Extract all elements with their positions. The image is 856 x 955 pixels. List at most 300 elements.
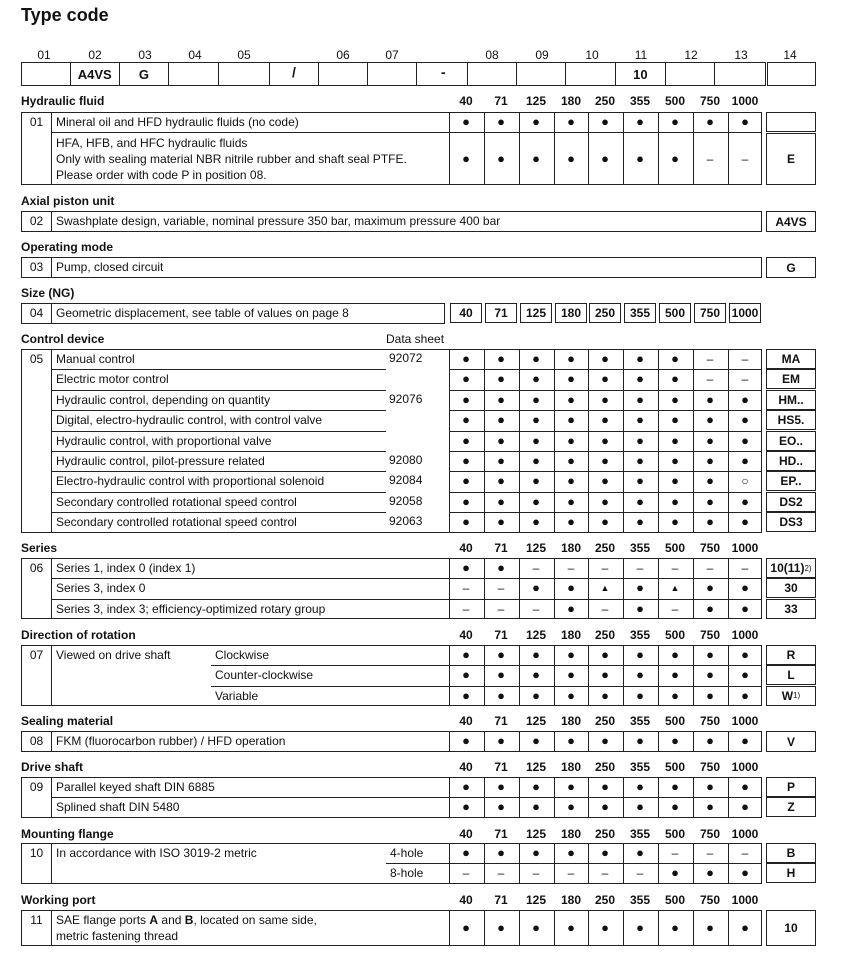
availability-mark: ● xyxy=(462,493,470,509)
nominal-size-header: 125 xyxy=(525,827,547,841)
availability-mark: ▲ xyxy=(670,583,680,594)
position-code-number: 10 xyxy=(22,844,52,883)
availability-mark: ● xyxy=(601,412,609,428)
availability-mark: ● xyxy=(636,391,644,407)
nominal-size-header: 180 xyxy=(560,628,582,642)
availability-mark: ● xyxy=(706,514,714,530)
order-code: HM.. xyxy=(778,392,804,407)
column-divider xyxy=(519,910,520,946)
column-divider xyxy=(519,112,520,185)
availability-mark: ● xyxy=(706,114,714,129)
availability-mark: – xyxy=(601,866,609,881)
availability-mark: ● xyxy=(741,580,749,596)
availability-mark: ● xyxy=(706,432,714,448)
nominal-size-header: 750 xyxy=(699,628,721,642)
order-code: 33 xyxy=(784,601,798,616)
availability-mark: – xyxy=(741,846,749,860)
availability-mark: ● xyxy=(671,114,679,129)
availability-mark: – xyxy=(741,352,749,366)
availability-mark: ● xyxy=(636,151,644,166)
nominal-size-header: 125 xyxy=(525,541,547,555)
availability-mark: ● xyxy=(671,351,679,366)
page-title: Type code xyxy=(21,5,109,25)
order-code-box xyxy=(766,211,816,232)
datasheet-number: 92072 xyxy=(389,351,423,365)
type-code-box-a-cell: G xyxy=(120,63,170,85)
working-port-text: and xyxy=(158,913,185,927)
section-title-series: Series xyxy=(21,541,58,555)
availability-mark: ● xyxy=(532,432,540,448)
availability-mark: ● xyxy=(567,432,575,448)
availability-mark: ● xyxy=(671,453,679,468)
availability-mark: ● xyxy=(497,799,505,815)
column-divider xyxy=(658,349,659,533)
row-divider xyxy=(51,492,386,493)
nominal-size-header: 40 xyxy=(459,628,473,642)
row-divider xyxy=(51,512,386,513)
availability-mark: ● xyxy=(497,667,505,683)
availability-mark: ● xyxy=(567,371,575,387)
type-code-box-c-cell xyxy=(468,63,517,85)
availability-mark: – xyxy=(741,372,749,387)
column-divider xyxy=(554,349,555,533)
availability-mark: ● xyxy=(532,453,540,468)
availability-mark: – xyxy=(671,601,679,616)
column-divider xyxy=(658,910,659,946)
type-code-box-b xyxy=(269,62,467,86)
position-number-01: 01 xyxy=(37,48,51,62)
mounting-flange-hole-label: 4-hole xyxy=(390,846,424,860)
footnote-ref: 1) xyxy=(793,691,801,701)
control-device-row: Secondary controlled rotational speed control xyxy=(56,515,297,530)
nominal-size-header: 750 xyxy=(699,94,721,108)
availability-mark: ● xyxy=(741,453,749,468)
working-port-text: SAE flange ports xyxy=(56,913,150,927)
position-code-number: 02 xyxy=(22,212,52,231)
row-divider xyxy=(51,431,386,432)
availability-mark: ● xyxy=(636,920,644,935)
availability-mark: – xyxy=(497,866,505,881)
series-row: Series 3, index 3; efficiency-optimized rotary group xyxy=(56,601,326,616)
availability-mark: ● xyxy=(462,667,470,683)
position-code-number: 01 xyxy=(22,113,52,184)
availability-mark: ● xyxy=(671,493,679,509)
datasheet-number: 92063 xyxy=(389,514,423,529)
control-device-row: Secondary controlled rotational speed control xyxy=(56,494,297,509)
nominal-size-header: 250 xyxy=(594,94,616,108)
availability-mark: ● xyxy=(567,114,575,129)
availability-mark: ● xyxy=(706,412,714,428)
datasheet-number: 92076 xyxy=(389,391,423,406)
availability-mark: ● xyxy=(706,580,714,596)
availability-mark: ● xyxy=(497,687,505,703)
availability-mark: ● xyxy=(741,667,749,683)
operating-mode-text: Pump, closed circuit xyxy=(56,260,164,274)
nominal-size-header: 71 xyxy=(494,94,508,108)
nominal-size-header: 750 xyxy=(699,760,721,774)
availability-mark: ● xyxy=(497,114,505,129)
availability-mark: ● xyxy=(497,920,505,935)
nominal-size-header: 40 xyxy=(459,827,473,841)
availability-mark: ● xyxy=(532,412,540,428)
column-divider xyxy=(484,558,485,619)
column-divider xyxy=(449,645,450,706)
position-code-number: 07 xyxy=(22,646,52,705)
row-divider xyxy=(51,599,762,600)
nominal-size-header: 750 xyxy=(699,541,721,555)
column-divider xyxy=(554,558,555,619)
hydraulic-fluid-line: Only with sealing material NBR nitrile rubber and shaft seal PTFE. xyxy=(56,152,407,166)
column-divider xyxy=(693,349,694,533)
nominal-size-header: 40 xyxy=(459,94,473,108)
availability-mark: ● xyxy=(671,647,679,662)
position-code-number: 06 xyxy=(22,559,52,618)
column-divider xyxy=(728,731,729,752)
availability-mark: ● xyxy=(601,493,609,509)
nominal-size-header: 500 xyxy=(664,714,686,728)
size-code-box: 355 xyxy=(624,303,656,323)
availability-mark: ● xyxy=(462,151,470,166)
nominal-size-header: 180 xyxy=(560,714,582,728)
nominal-size-header: 355 xyxy=(629,827,651,841)
column-divider xyxy=(728,910,729,946)
column-divider xyxy=(484,645,485,706)
availability-mark: ● xyxy=(532,845,540,860)
type-code-box-c xyxy=(467,62,766,86)
order-code: E xyxy=(786,152,795,166)
section-title-size: Size (NG) xyxy=(21,286,75,300)
availability-mark: ● xyxy=(741,432,749,448)
row-divider xyxy=(386,863,762,864)
column-divider xyxy=(658,731,659,752)
mounting-flange-hole-label: 8-hole xyxy=(390,866,424,881)
availability-mark: ● xyxy=(462,432,470,448)
position-code-number: 04 xyxy=(22,304,52,323)
column-divider xyxy=(554,112,555,185)
size-code-box: 1000 xyxy=(729,303,761,323)
column-divider xyxy=(554,645,555,706)
availability-mark: ● xyxy=(671,371,679,387)
control-device-row: Hydraulic control, depending on quantity xyxy=(56,392,271,407)
availability-mark: ● xyxy=(636,733,644,748)
availability-mark: ● xyxy=(567,920,575,935)
availability-mark: ● xyxy=(636,779,644,794)
position-number-06: 06 xyxy=(336,48,350,62)
column-divider xyxy=(588,112,589,185)
availability-mark: ● xyxy=(532,647,540,662)
order-code-box xyxy=(766,665,816,685)
availability-mark: ● xyxy=(462,779,470,794)
column-divider xyxy=(554,910,555,946)
availability-mark: – xyxy=(462,866,470,881)
port-letter: A xyxy=(149,913,159,927)
availability-mark: ● xyxy=(567,733,575,748)
availability-mark: ● xyxy=(462,799,470,815)
availability-mark: ● xyxy=(532,779,540,794)
availability-mark: ● xyxy=(706,865,714,881)
availability-mark: ● xyxy=(671,412,679,428)
availability-mark: ● xyxy=(601,667,609,683)
availability-mark: ● xyxy=(741,412,749,428)
availability-mark: ● xyxy=(741,493,749,509)
row-divider xyxy=(449,390,762,391)
type-code-box-c-cell: 10 xyxy=(616,63,666,85)
availability-mark: ● xyxy=(636,845,644,860)
type-code-box-a-cell xyxy=(22,63,71,85)
section-title-sealing-material: Sealing material xyxy=(21,714,114,728)
availability-mark: ● xyxy=(671,687,679,703)
position-number-03: 03 xyxy=(138,48,152,62)
availability-mark: ● xyxy=(497,473,505,489)
nominal-size-header: 1000 xyxy=(731,541,759,555)
nominal-size-header: 71 xyxy=(494,760,508,774)
order-code-box xyxy=(766,390,816,410)
availability-mark: ● xyxy=(497,391,505,407)
row-divider xyxy=(449,410,762,411)
column-divider xyxy=(554,731,555,752)
availability-mark: – xyxy=(706,561,714,575)
nominal-size-header: 355 xyxy=(629,714,651,728)
order-code: EP.. xyxy=(780,474,802,489)
availability-mark: ● xyxy=(636,412,644,428)
order-code: B xyxy=(786,846,796,860)
order-code: V xyxy=(786,734,795,749)
row-divider xyxy=(449,431,762,432)
column-divider xyxy=(519,558,520,619)
nominal-size-header: 750 xyxy=(699,714,721,728)
axial-piston-unit-text: Swashplate design, variable, nominal pressure 350 bar, maximum pressure 400 bar xyxy=(56,214,501,228)
column-divider xyxy=(484,349,485,533)
column-divider xyxy=(484,112,485,185)
section-title-direction-of-rotation: Direction of rotation xyxy=(21,628,136,642)
order-code-box xyxy=(766,797,816,817)
column-divider xyxy=(588,558,589,619)
availability-mark: ● xyxy=(532,687,540,703)
availability-mark: – xyxy=(462,581,470,596)
row-divider xyxy=(51,451,386,452)
nominal-size-header: 180 xyxy=(560,827,582,841)
availability-mark: ● xyxy=(706,920,714,935)
nominal-size-header: 355 xyxy=(629,94,651,108)
nominal-size-header: 250 xyxy=(594,628,616,642)
row-divider xyxy=(51,369,386,370)
availability-mark: ● xyxy=(532,799,540,815)
availability-mark: ● xyxy=(567,412,575,428)
availability-mark: ● xyxy=(462,351,470,366)
hydraulic-fluid-line: HFA, HFB, and HFC hydraulic fluids xyxy=(56,136,248,150)
order-code: HD.. xyxy=(779,454,803,468)
nominal-size-header: 125 xyxy=(525,760,547,774)
availability-mark: ● xyxy=(741,514,749,530)
availability-mark: ● xyxy=(636,514,644,530)
availability-mark: ● xyxy=(636,647,644,662)
availability-mark: ● xyxy=(497,432,505,448)
footnote-ref: 2) xyxy=(804,563,812,573)
type-code-box-a-cell xyxy=(169,63,219,85)
order-code-box xyxy=(766,558,816,578)
datasheet-number: 92058 xyxy=(389,493,423,508)
column-divider xyxy=(693,731,694,752)
working-port-text: , located on same side, xyxy=(193,913,317,927)
availability-mark: ● xyxy=(497,412,505,428)
availability-mark: ● xyxy=(636,453,644,468)
drive-shaft-row: Splined shaft DIN 5480 xyxy=(56,800,180,815)
hydraulic-fluid-line: Please order with code P in position 08. xyxy=(56,168,267,182)
type-code-box-b-cell xyxy=(319,63,368,85)
size-code-box: 71 xyxy=(485,303,517,323)
column-divider xyxy=(588,731,589,752)
order-code: H xyxy=(786,866,796,881)
row-divider xyxy=(449,471,762,472)
control-device-row: Hydraulic control, pilot-pressure related xyxy=(56,454,265,468)
nominal-size-header: 40 xyxy=(459,760,473,774)
availability-mark: ● xyxy=(567,514,575,530)
order-code: HS5. xyxy=(777,413,805,428)
availability-mark: ● xyxy=(601,371,609,387)
availability-mark: ● xyxy=(462,391,470,407)
availability-mark: ● xyxy=(567,453,575,468)
availability-mark: ● xyxy=(636,687,644,703)
nominal-size-header: 250 xyxy=(594,760,616,774)
nominal-size-header: 180 xyxy=(560,541,582,555)
position-code-number: 08 xyxy=(22,732,52,751)
order-code: Z xyxy=(787,800,795,815)
availability-mark: ● xyxy=(636,473,644,489)
availability-mark: ● xyxy=(462,473,470,489)
separator-slash: / xyxy=(292,64,296,80)
order-code-box xyxy=(766,451,816,471)
availability-mark: ● xyxy=(601,845,609,860)
availability-mark: ● xyxy=(532,351,540,366)
availability-mark: – xyxy=(671,561,679,575)
availability-mark: ● xyxy=(462,920,470,935)
size-code-box: 750 xyxy=(694,303,726,323)
availability-mark: ▲ xyxy=(600,583,610,594)
control-device-row: Digital, electro-hydraulic control, with control valve xyxy=(56,413,323,428)
port-letter: B xyxy=(184,913,194,927)
direction-row: Counter-clockwise xyxy=(215,668,314,683)
nominal-size-header: 1000 xyxy=(731,628,759,642)
column-divider xyxy=(449,349,450,533)
nominal-size-header: 1000 xyxy=(731,760,759,774)
direction-label: Viewed on drive shaft xyxy=(56,648,171,662)
availability-mark: ● xyxy=(741,733,749,748)
order-code: A4VS xyxy=(775,214,807,229)
row-divider xyxy=(211,686,762,687)
availability-mark: ● xyxy=(567,845,575,860)
hydraulic-fluid-row: Mineral oil and HFD hydraulic fluids (no code) xyxy=(56,115,299,129)
availability-mark: ● xyxy=(532,391,540,407)
availability-mark: ● xyxy=(741,799,749,815)
availability-mark: – xyxy=(462,601,470,616)
availability-mark: ● xyxy=(636,371,644,387)
availability-mark: – xyxy=(532,561,540,575)
order-code-box xyxy=(766,512,816,532)
position-number-11: 11 xyxy=(634,48,648,62)
column-divider xyxy=(728,349,729,533)
working-port-line: metric fastening thread xyxy=(56,929,179,943)
type-code-box-a-cell xyxy=(219,63,269,85)
size-code-box: 500 xyxy=(659,303,691,323)
availability-mark: ● xyxy=(497,371,505,387)
order-code-box xyxy=(766,731,816,752)
availability-mark: ● xyxy=(706,453,714,468)
availability-mark: ● xyxy=(636,580,644,596)
nominal-size-header: 500 xyxy=(664,541,686,555)
availability-mark: ● xyxy=(497,351,505,366)
row-divider xyxy=(51,390,386,391)
order-code: P xyxy=(786,780,795,794)
nominal-size-header: 1000 xyxy=(731,714,759,728)
column-divider xyxy=(623,910,624,946)
availability-mark: ● xyxy=(567,667,575,683)
availability-mark: ● xyxy=(462,560,470,575)
availability-mark: ● xyxy=(671,391,679,407)
column-divider xyxy=(658,112,659,185)
position-number-07: 07 xyxy=(385,48,399,62)
row-divider xyxy=(449,451,762,452)
availability-mark: ● xyxy=(532,580,540,596)
availability-mark: – xyxy=(601,561,609,575)
availability-mark: ● xyxy=(741,647,749,662)
availability-mark: – xyxy=(601,601,609,616)
availability-mark: ● xyxy=(567,151,575,166)
column-divider xyxy=(693,112,694,185)
availability-mark: ● xyxy=(567,580,575,596)
nominal-size-header: 125 xyxy=(525,893,547,907)
order-code-box xyxy=(766,599,816,619)
availability-mark: ● xyxy=(601,351,609,366)
nominal-size-header: 125 xyxy=(525,714,547,728)
availability-mark: ● xyxy=(636,493,644,509)
nominal-size-header: 40 xyxy=(459,541,473,555)
availability-mark: ● xyxy=(706,733,714,748)
order-code: DS3 xyxy=(779,515,803,530)
order-code: EM xyxy=(782,372,800,387)
availability-mark: ● xyxy=(706,493,714,509)
position-number-13: 13 xyxy=(734,48,748,62)
section-title-control-device: Control device xyxy=(21,332,105,346)
availability-mark: ● xyxy=(567,799,575,815)
series-row: Series 3, index 0 xyxy=(56,581,146,596)
column-divider xyxy=(693,910,694,946)
type-code-box-c-cell xyxy=(517,63,567,85)
availability-mark: ● xyxy=(462,514,470,530)
availability-mark: ● xyxy=(462,845,470,860)
size-code-box: 180 xyxy=(555,303,587,323)
availability-mark: ● xyxy=(636,667,644,683)
availability-mark: ● xyxy=(741,865,749,881)
position-number-04: 04 xyxy=(188,48,202,62)
column-divider xyxy=(449,112,450,185)
column-divider xyxy=(623,112,624,185)
datasheet-number: 92084 xyxy=(389,473,423,488)
nominal-size-header: 180 xyxy=(560,94,582,108)
type-code-box-d xyxy=(767,62,816,86)
nominal-size-header: 500 xyxy=(664,827,686,841)
order-code-box xyxy=(766,910,816,946)
order-code-box xyxy=(766,133,816,185)
datasheet-number: 92080 xyxy=(389,453,423,467)
availability-mark: ● xyxy=(532,514,540,530)
availability-mark: ● xyxy=(497,151,505,166)
order-code: 10 xyxy=(784,921,798,935)
position-code-number: 03 xyxy=(22,258,52,277)
order-code-box xyxy=(766,492,816,512)
position-number-02: 02 xyxy=(88,48,102,62)
order-code-box xyxy=(766,471,816,491)
availability-mark: ● xyxy=(671,920,679,935)
